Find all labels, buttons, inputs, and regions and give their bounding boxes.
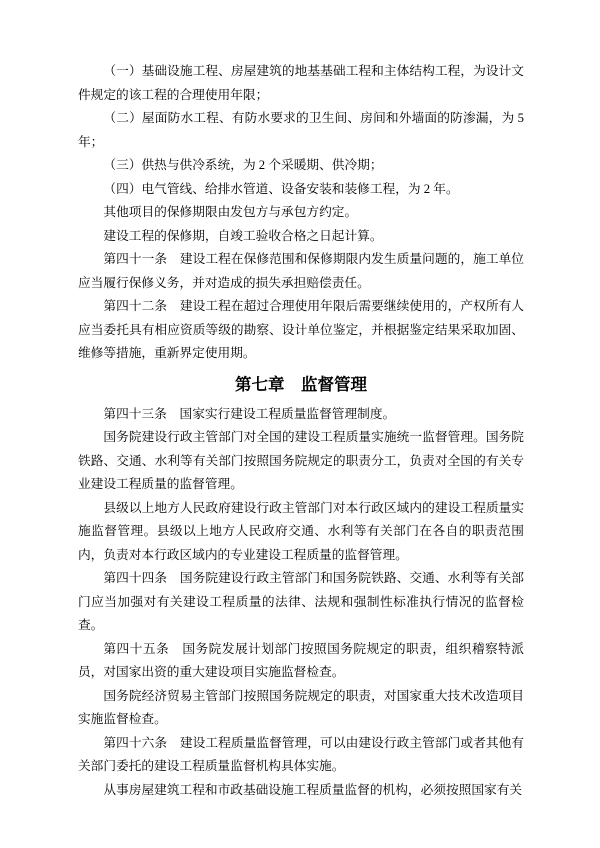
chapter-7-heading: 第七章 监督管理 bbox=[235, 374, 367, 394]
article-44: 第四十四条 国务院建设行政主管部门和国务院铁路、交通、水利等有关部门应当加强对有关建设工程质量的法律、法规和强制性标准执行情况的监督检查。 bbox=[78, 571, 524, 632]
paragraph-supervision-agency: 从事房屋建筑工程和市政基础设施工程质量监督的机构，必须按照国家有关 bbox=[103, 782, 523, 797]
warranty-item-2: （二）屋面防水工程、有防水要求的卫生间、房间和外墙面的防渗漏，为 5 年； bbox=[78, 111, 524, 149]
paragraph-warranty-start-date: 建设工程的保修期，自竣工验收合格之日起计算。 bbox=[103, 228, 383, 243]
article-46: 第四十六条 建设工程质量监督管理，可以由建设行政主管部门或者其他有关部门委托的建设工程质量监督机构具体实施。 bbox=[78, 735, 524, 773]
article-42: 第四十二条 建设工程在超过合理使用年限后需要继续使用的，产权所有人应当委托具有相应资质等级的勘察、设计单位鉴定，并根据鉴定结果采取加固、维修等措施，重新界定使用期。 bbox=[78, 299, 524, 360]
article-43: 第四十三条 国家实行建设工程质量监督管理制度。 bbox=[103, 406, 396, 421]
paragraph-other-projects-warranty: 其他项目的保修期限由发包方与承包方约定。 bbox=[103, 205, 358, 219]
article-41: 第四十一条 建设工程在保修范围和保修期限内发生质量问题的，施工单位应当履行保修义务，并对造成的损失承担赔偿责任。 bbox=[78, 252, 524, 290]
paragraph-economic-trade-supervision: 国务院经济贸易主管部门按照国务院规定的职责，对国家重大技术改造项目实施监督检查。 bbox=[78, 688, 524, 726]
document-content bbox=[78, 60, 524, 802]
paragraph-local-government-supervision: 县级以上地方人民政府建设行政主管部门对本行政区域内的建设工程质量实施监督管理。县级以上地方人民政府交通、水利等有关部门在各自的职责范围内，负责对本行政区域内的专业建设工程质量的监督管理。 bbox=[78, 500, 524, 562]
paragraph-state-council-supervision: 国务院建设行政主管部门对全国的建设工程质量实施统一监督管理。国务院铁路、交通、水利等有关部门按照国务院规定的职责分工，负责对全国的有关专业建设工程质量的监督管理。 bbox=[78, 430, 524, 491]
warranty-item-1: （一）基础设施工程、房屋建筑的地基基础工程和主体结构工程，为设计文件规定的该工程的合理使用年限； bbox=[78, 64, 524, 102]
warranty-item-4: （四）电气管线、给排水管道、设备安装和装修工程，为 2 年。 bbox=[103, 181, 459, 196]
warranty-item-3: （三）供热与供冷系统，为 2 个采暖期、供冷期； bbox=[103, 158, 383, 172]
article-45: 第四十五条 国务院发展计划部门按照国务院规定的职责，组织稽察特派员，对国家出资的重大建设项目实施监督检查。 bbox=[78, 641, 524, 679]
